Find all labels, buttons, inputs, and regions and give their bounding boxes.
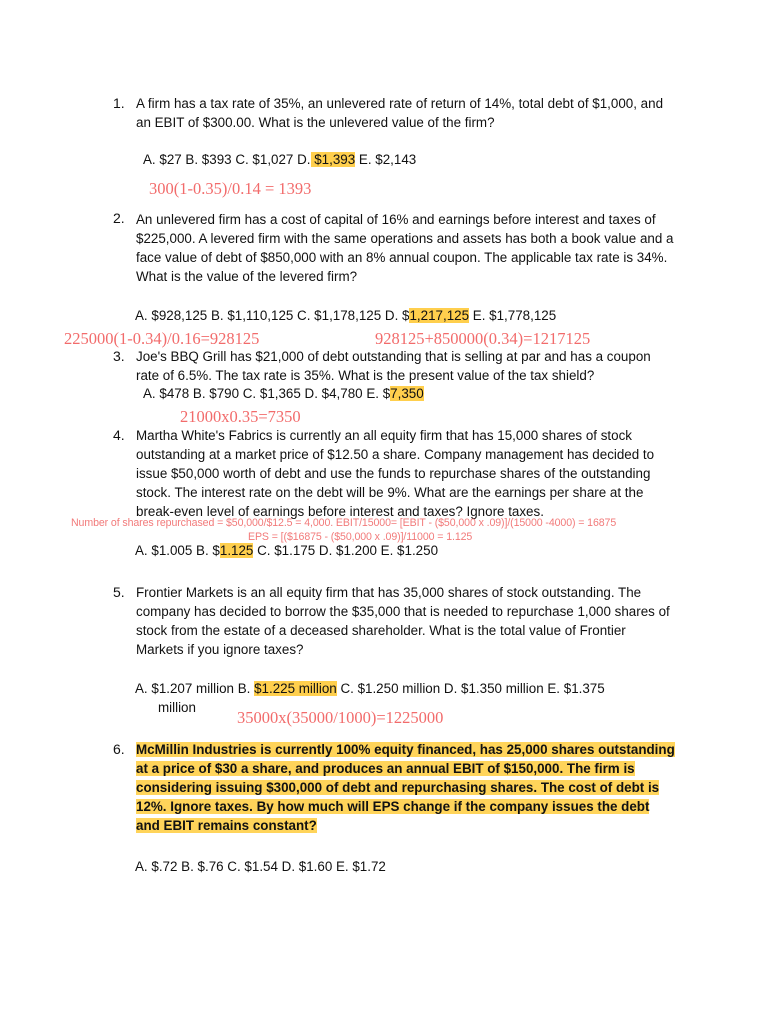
- options-text: C. $1.250 million D. $1.350 million E. $1.375: [336, 681, 605, 696]
- question-5-options-continued: million: [158, 700, 196, 715]
- highlighted-answer: $1.225 million: [254, 681, 337, 696]
- question-6-options: A. $.72 B. $.76 C. $1.54 D. $1.60 E. $1.72: [135, 859, 386, 874]
- question-1-options: [143, 152, 416, 167]
- question-6-number: 6.: [113, 741, 125, 757]
- question-2-options: [135, 308, 556, 323]
- question-5-number: 5.: [113, 584, 125, 600]
- question-6-text: [136, 740, 676, 835]
- options-text: A. $478 B. $790 C. $1,365 D. $4,780 E. $: [143, 386, 391, 401]
- question-4-options: [135, 543, 438, 558]
- highlighted-answer: $1,393: [310, 152, 356, 167]
- handwritten-solution-2b: 928125+850000(0.34)=1217125: [375, 329, 591, 348]
- handwritten-solution-2a: 225000(1-0.34)/0.16=928125: [64, 329, 260, 348]
- options-text: E. $1,778,125: [469, 308, 557, 323]
- question-2-text: An unlevered firm has a cost of capital of 16% and earnings before interest and taxes of $225,000. A levered firm with the same operations and assets has both a book value and a face value of debt of $850,000 with an 8% annual coupon. The applicable tax rate is 34%. What is the value of the levered firm?: [136, 212, 674, 284]
- question-2-number: 2.: [113, 210, 125, 226]
- highlighted-answer: 7,350: [390, 386, 424, 401]
- options-text: A. $1.005 B. $: [135, 543, 220, 558]
- options-text: A. $1.207 million B.: [135, 681, 255, 696]
- question-3-text: Joe's BBQ Grill has $21,000 of debt outstanding that is selling at par and has a coupon rate of 6.5%. The tax rate is 35%. What is the present value of the tax shield?: [136, 349, 651, 383]
- question-3-number: 3.: [113, 348, 125, 364]
- question-4-text: Martha White's Fabrics is currently an all equity firm that has 15,000 shares of stock outstanding at a market price of $12.50 a share. Company management has decided to issue $50,000 worth of debt and use the funds to repurchase shares of the outstanding stock. The interest rate on the debt will be 9%. What are the earnings per share at the break-even level of earnings before interest and taxes? Ignore taxes.: [136, 428, 655, 519]
- options-text: C. $1.175 D. $1.200 E. $1.250: [253, 543, 439, 558]
- options-text: A. $928,125 B. $1,110,125 C. $1,178,125 D. $: [135, 308, 410, 323]
- handwritten-solution-4b: EPS = [($16875 - ($50,000 x .09)]/11000 = 1.125: [248, 531, 473, 543]
- question-1-number: 1.: [113, 95, 125, 111]
- handwritten-solution-3: 21000x0.35=7350: [180, 407, 301, 426]
- question-4-number: 4.: [113, 427, 125, 443]
- question-3-options: [143, 386, 424, 401]
- handwritten-solution-4a: Number of shares repurchased = $50,000/$12.5 = 4,000. EBIT/15000= [EBIT - ($50,000 x .09)]/(15000 -4000) = 16875: [71, 517, 617, 529]
- highlighted-answer: 1,217,125: [409, 308, 470, 323]
- question-1-text: A firm has a tax rate of 35%, an unlevered rate of return of 14%, total debt of $1,000, and an EBIT of $300.00. What is the unlevered value of the firm?: [136, 96, 664, 130]
- highlighted-answer: 1.125: [219, 543, 254, 558]
- options-text: E. $2,143: [355, 152, 417, 167]
- options-text: A. $27 B. $393 C. $1,027 D.: [143, 152, 311, 167]
- question-5-options: [135, 681, 605, 696]
- handwritten-solution-1: 300(1-0.35)/0.14 = 1393: [149, 179, 312, 198]
- highlighted-question: McMillin Industries is currently 100% equity financed, has 25,000 shares outstanding at a price of $30 a share, and produces an annual EBIT of $150,000. The firm is considering issuing $300,000 of debt and repurchasing shares. The cost of debt is 12%. Ignore taxes. By how much will EPS change if the company issues the debt and EBIT remains constant?: [136, 742, 675, 833]
- question-5-text: Frontier Markets is an all equity firm that has 35,000 shares of stock outstanding. The company has decided to borrow the $35,000 that is needed to repurchase 1,000 shares of stock from the estate of a deceased shareholder. What is the total value of Frontier Markets if you ignore taxes?: [136, 585, 670, 657]
- handwritten-solution-5: 35000x(35000/1000)=1225000: [237, 708, 444, 727]
